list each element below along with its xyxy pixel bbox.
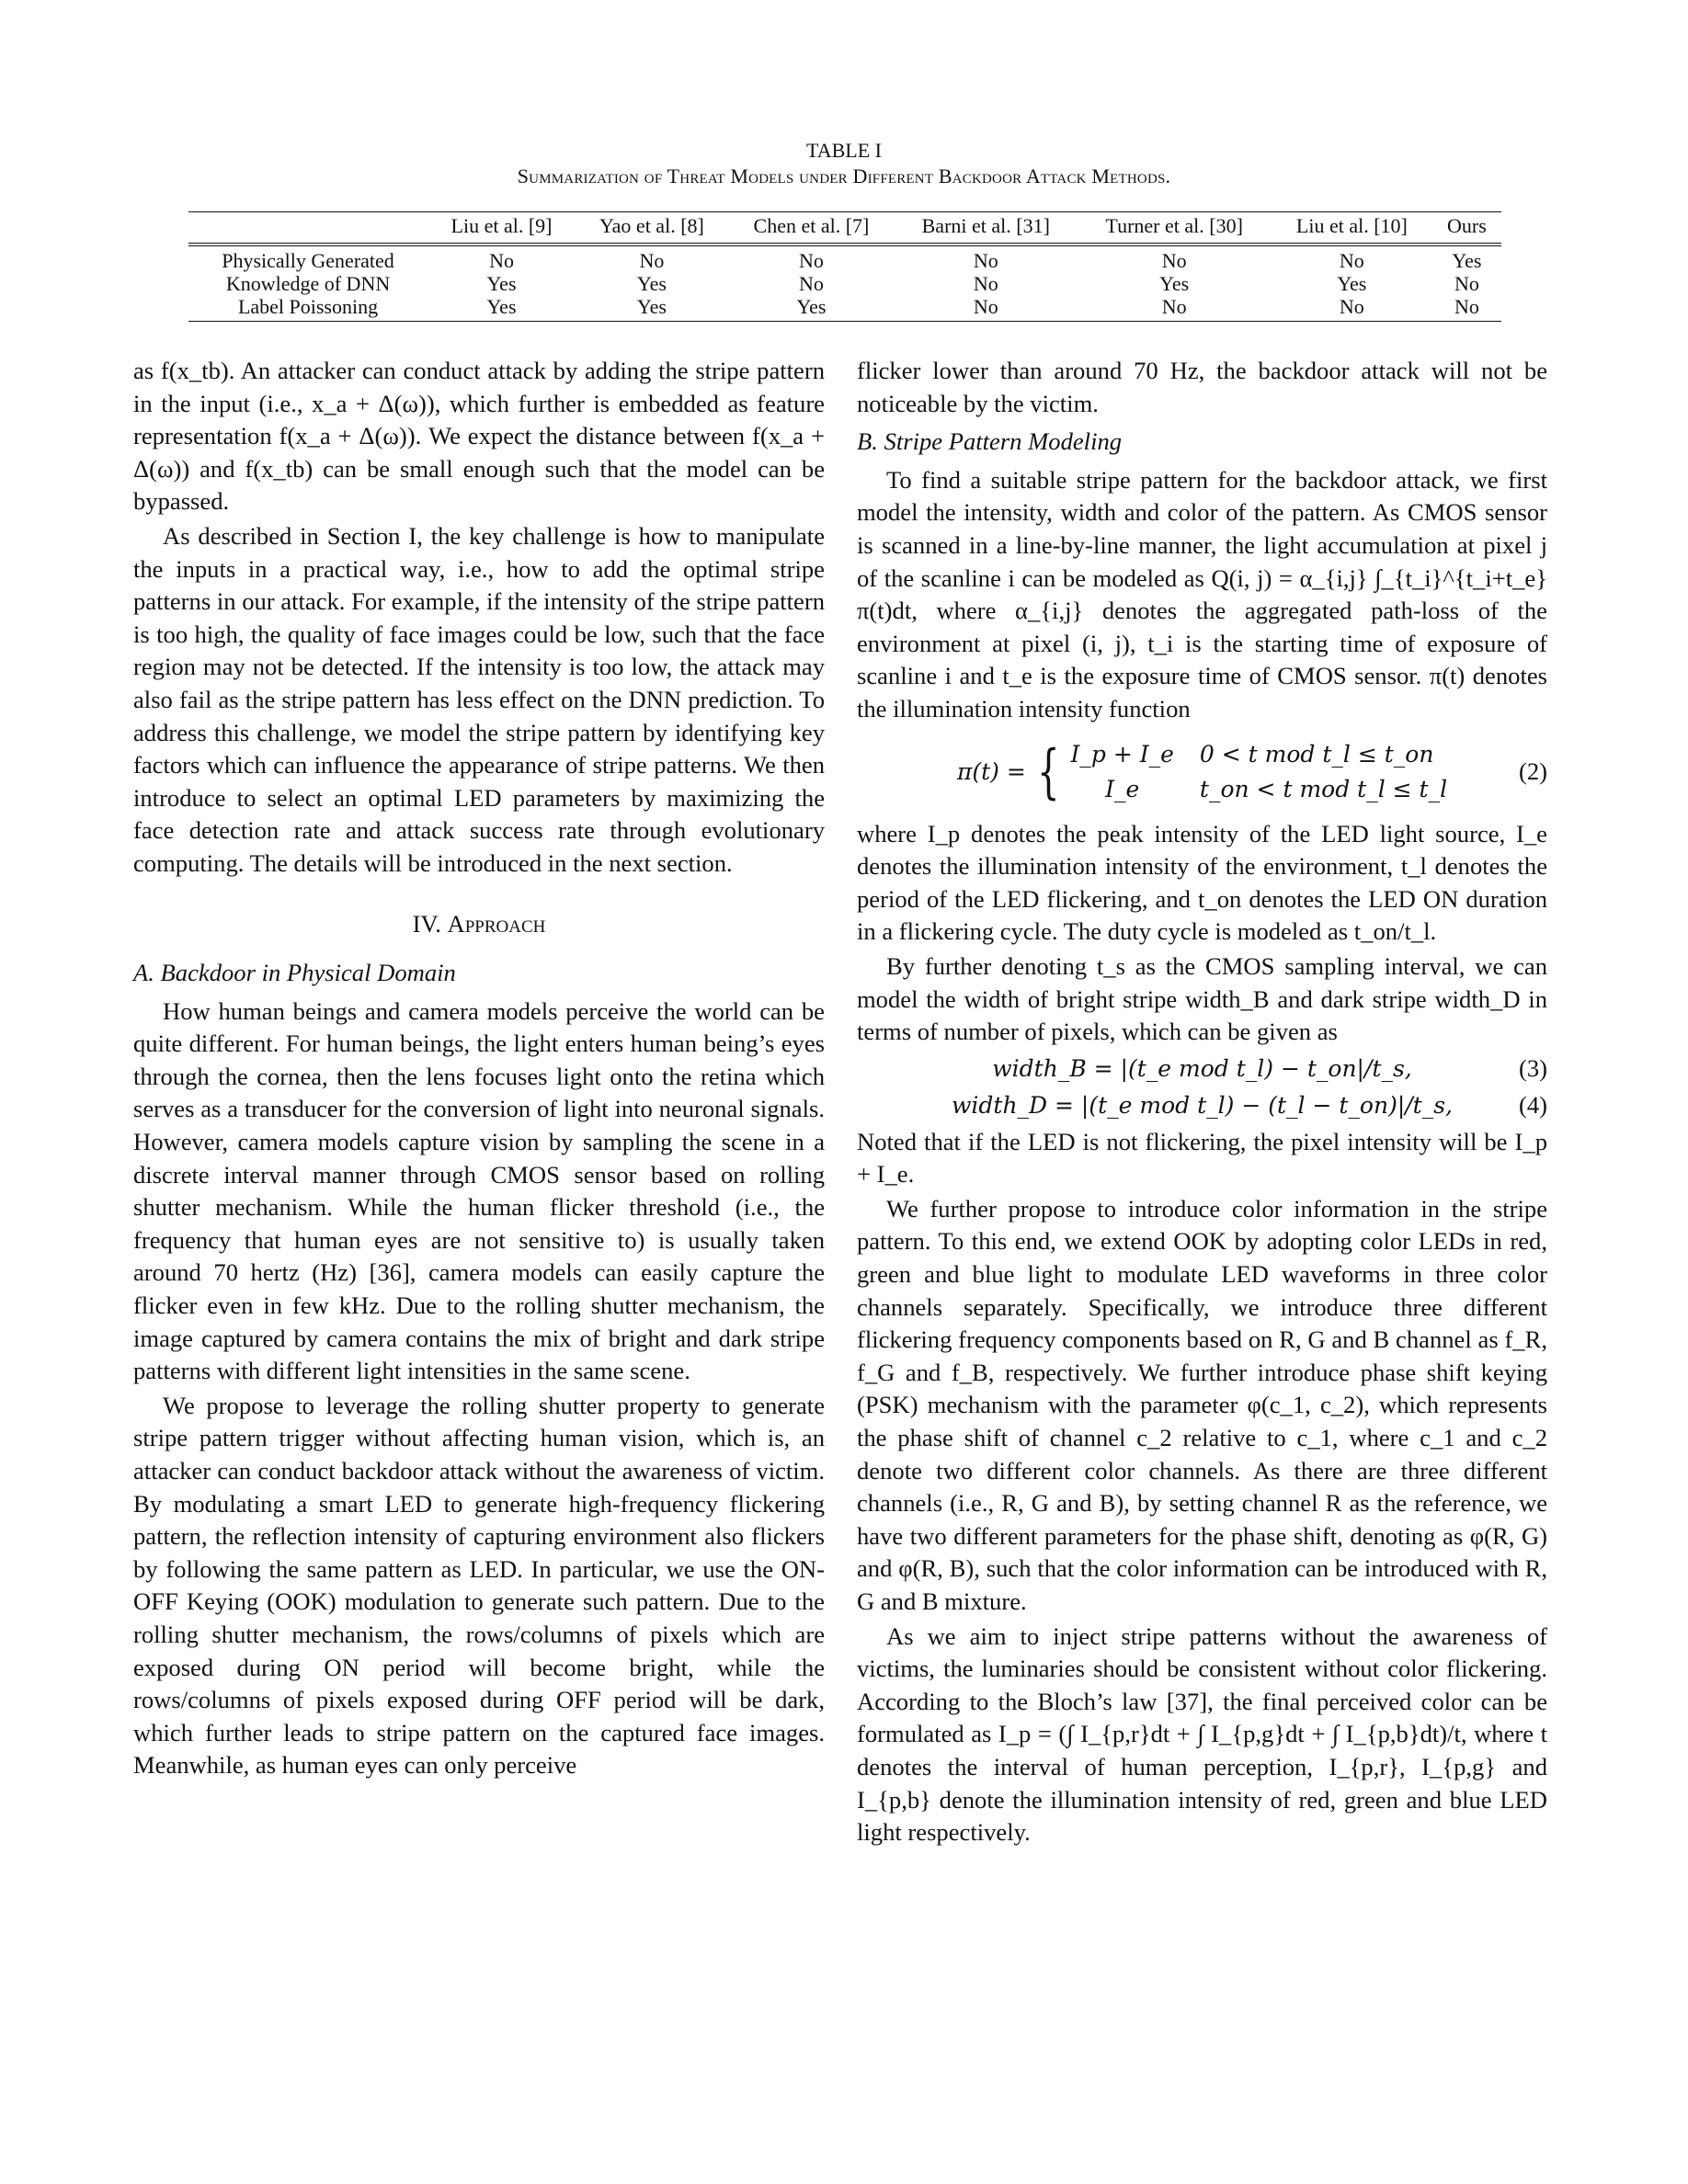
table-cell: No [973,272,998,295]
table-cell: No [895,295,1077,322]
table-row-header: Label Poissoning [188,295,428,322]
paragraph: flicker lower than around 70 Hz, the backdoor attack will not be noticeable by the victim. [857,357,1547,417]
table-cell: Yes [1159,272,1190,295]
paragraph: We further propose to introduce color information in the stripe pattern. To this end, we extend OOK by adopting color LEDs in red, green and blue light to modulate LED waveforms in three color channels separately. Specifically, we introduce three different flickering frequency components based on R, G and B channel as f_R, f_G and f_B, respectively. We further introduce phase shift keying (PSK) mechanism with the parameter φ(c_1, c_2), which represents the phase shift of channel c_2 relative to c_1, where c_1 and c_2 denote two different color channels. As there are three different channels (i.e., R, G and B), by setting channel R as the reference, we have two different parameters for the phase shift, denoting as φ(R, G) and φ(R, B), such that the color information can be introduced with R, G and B mixture. [857,1194,1547,1615]
section-heading [133,908,825,941]
table-body [188,245,1501,322]
equation-body: width_B = |(t_e mod t_l) − t_on|/t_s, [992,1054,1412,1082]
table-corner-cell [188,212,428,245]
equation-number: (2) [1518,756,1547,785]
equation-3 [857,1052,1547,1086]
table-label: TABLE I [806,139,882,162]
table-row [188,245,1501,272]
right-column [857,355,1547,1849]
equation-4 [857,1089,1547,1122]
brace-symbol: { [1036,737,1060,806]
paragraph: How human beings and camera models perceive the world can be quite different. For human beings, the light enters human being’s eyes through the cornea, then the lens focuses light onto the retina which serves as a transducer for the conversion of light into neuronal signals. However, camera models capture vision by sampling the scene in a discrete interval manner through CMOS sensor based on rolling shutter mechanism. While the human flicker threshold (i.e., the frequency that human eyes are not sensitive to) is usually taken around 70 hertz (Hz) [36], camera models can easily capture the flicker even in few kHz. Due to the rolling shutter mechanism, the image captured by camera contains the mix of bright and dark stripe patterns with different light intensities in the same scene. [133,996,825,1385]
section-number: IV. [412,909,441,938]
table-row [188,295,1501,322]
left-column [133,355,825,1782]
table-cell: Yes [1452,249,1482,272]
table-column-header: Chen et al. [7] [728,212,895,245]
table-column-header: Yao et al. [8] [576,212,728,245]
table-row [188,272,1501,295]
table-column-header: Liu et al. [9] [428,212,576,245]
paragraph: As described in Section I, the key challenge is how to manipulate the inputs in a practical way, i.e., how to add the optimal stripe patterns in our attack. For example, if the intensity of the stripe pattern is too high, the quality of face images could be low, such that the face region may not be detected. If the intensity is too low, the attack may also fail as the stripe pattern has less effect on the DNN prediction. To address this challenge, we model the stripe pattern by identifying key factors which can influence the appearance of stripe patterns. We then introduce to select an optimal LED parameters by maximizing the face detection rate and attack success rate through evolutionary computing. The details will be introduced in the next section. [133,521,825,877]
subsection-heading: A. Backdoor in Physical Domain [133,959,456,987]
table-row-header: Physically Generated [222,249,394,272]
table-cell: Yes [1337,272,1367,295]
table-cell: No [1272,295,1432,322]
table-cell: No [799,249,824,272]
table-row-header: Knowledge of DNN [225,272,391,295]
table-cell: No [489,249,514,272]
paragraph: As we aim to inject stripe patterns without the awareness of victims, the luminaries should be consistent without color flickering. According to the Bloch’s law [37], the final perceived color can be formulated as I_p = (∫ I_{p,r}dt + ∫ I_{p,g}dt + ∫ I_{p,b}dt)/t, where t denotes the interval of human perception, I_{p,r}, I_{p,g} and I_{p,b} denote the illumination intensity of red, green and blue LED light respectively. [857,1621,1547,1847]
equation-lhs: π(t) = [956,757,1026,785]
equation-number: (4) [1518,1090,1547,1119]
table-column-header: Liu et al. [10] [1272,212,1432,245]
equation-number: (3) [1518,1053,1547,1082]
subsection-heading: B. Stripe Pattern Modeling [857,427,1123,456]
paragraph: where I_p denotes the peak intensity of the LED light source, I_e denotes the illumination intensity of the environment, t_l denotes the period of the LED flickering, and t_on denotes the LED ON duration in a flickering cycle. The duty cycle is modeled as t_on/t_l. [857,819,1547,946]
table-cell: Yes [636,272,667,295]
threat-model-table [188,211,1501,322]
section-title: Approach [447,909,546,938]
paragraph: Noted that if the LED is not flickering, the pixel intensity will be I_p + I_e. [857,1127,1547,1189]
table-cell: No [799,272,824,295]
table-column-header: Turner et al. [30] [1077,212,1271,245]
table-caption [0,138,1688,189]
table-cell: No [1339,249,1364,272]
table-cell: No [1432,295,1501,322]
paragraph: as f(x_tb). An attacker can conduct attack by adding the stripe pattern in the input (i.e., x_a + Δ(ω)), which further is embedded as feature representation f(x_a + Δ(ω)). We expect the distance between f(x_a + Δ(ω)) and f(x_tb) can be small enough such that the model can be bypassed. [133,357,825,516]
case-value: I_p + I_e [1070,740,1174,768]
case-condition: 0 < t mod t_l ≤ t_on [1199,740,1434,768]
table-cell: No [1161,249,1187,272]
paragraph: By further denoting t_s as the CMOS sampling interval, we can model the width of bright stripe width_B and dark stripe width_D in terms of number of pixels, which can be given as [857,951,1547,1046]
paragraph: To find a suitable stripe pattern for the backdoor attack, we first model the intensity, width and color of the pattern. As CMOS sensor is scanned in a line-by-line manner, the light accumulation at pixel j of the scanline i can be modeled as Q(i, j) = α_{i,j} ∫_{t_i}^{t_i+t_e} π(t)dt, where α_{i,j} denotes the aggregated path-loss of the environment at pixel (i, j), t_i is the starting time of exposure of scanline i and t_e is the exposure time of CMOS sensor. π(t) denotes the illumination intensity function [857,465,1547,722]
table-cell: Yes [428,295,576,322]
case-value: I_e [1105,775,1140,802]
table-cell: Yes [576,295,728,322]
table-cell: Yes [728,295,895,322]
table-column-header: Ours [1432,212,1501,245]
paragraph: We propose to leverage the rolling shutter property to generate stripe pattern trigger without affecting human vision, which is, an attacker can conduct backdoor attack without the awareness of victim. By modulating a smart LED to generate high-frequency flickering pattern, the reflection intensity of capturing environment also flickers by following the same pattern as LED. In particular, we use the ON-OFF Keying (OOK) modulation to generate such pattern. Due to the rolling shutter mechanism, the rows/columns of pixels which are exposed during ON period will become bright, while the rows/columns of pixels exposed during OFF period will be dark, which further leads to stripe pattern on the captured face images. Meanwhile, as human eyes can only perceive [133,1391,825,1780]
case-condition: t_on < t mod t_l ≤ t_l [1199,775,1448,802]
equation-cases [1071,738,1448,805]
equation-2 [857,739,1547,805]
table-cell: No [639,249,665,272]
table-cell: No [973,249,998,272]
table-column-header: Barni et al. [31] [895,212,1077,245]
table-caption-text: Summarization of Threat Models under Different Backdoor Attack Methods. [517,165,1171,188]
table-cell: No [1454,272,1479,295]
table-cell: Yes [486,272,517,295]
equation-body: width_D = |(t_e mod t_l) − (t_l − t_on)|/t_s, [952,1091,1453,1119]
table-cell: No [1077,295,1271,322]
table-header-row [188,212,1501,245]
